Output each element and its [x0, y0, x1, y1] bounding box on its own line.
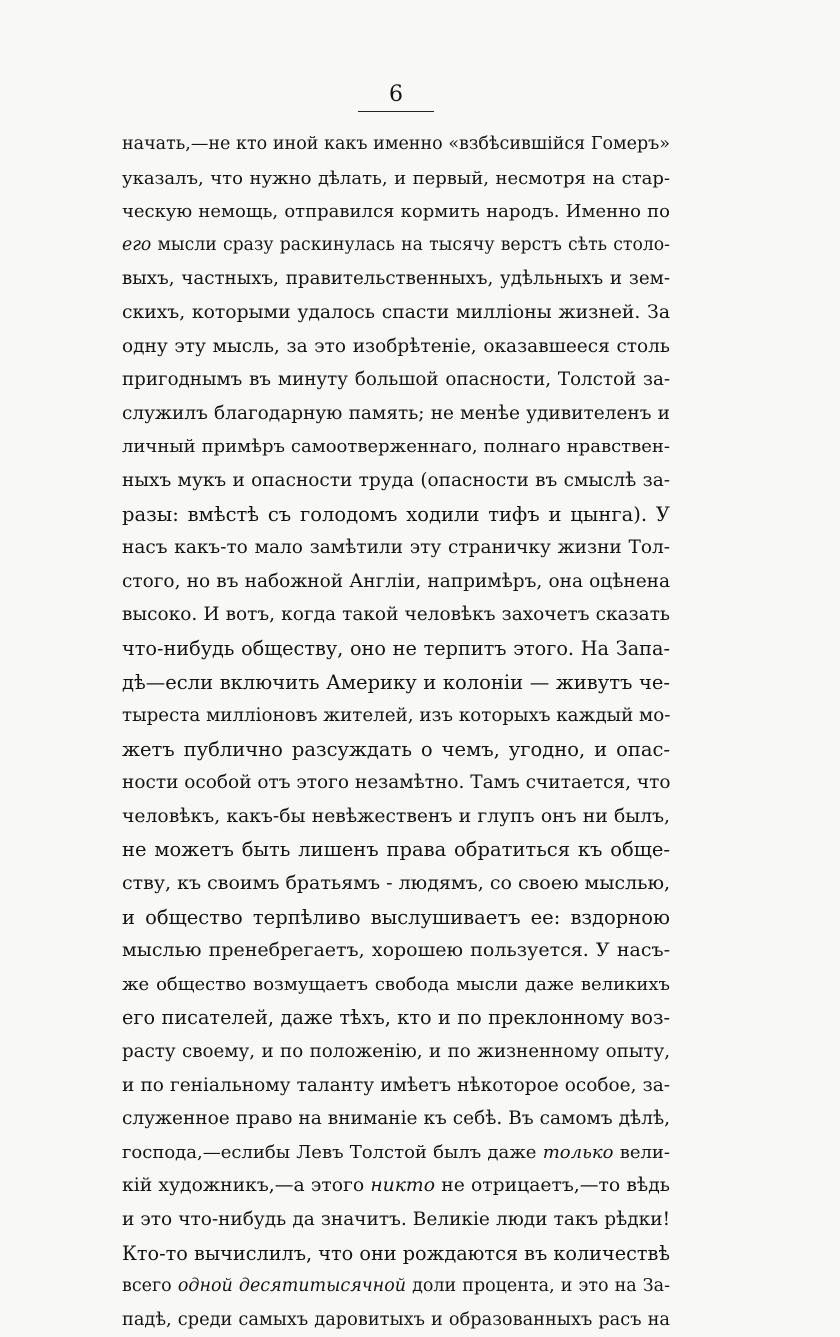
page-number-rule — [358, 111, 434, 112]
text-line — [122, 598, 670, 632]
text-line — [122, 464, 670, 498]
text-run: господа,—еслибы Левъ Толстой былъ даже — [122, 1141, 543, 1163]
text-line — [122, 162, 670, 196]
text-run: доли процента, и это на За- — [406, 1276, 670, 1297]
text-run: не отрицаетъ,—то вѣдь — [435, 1175, 670, 1197]
text-line — [122, 733, 670, 767]
text-run: и это что-нибудь да значитъ. Великіе люди такъ рѣдки! — [122, 1209, 670, 1230]
text-run: личный примѣръ самоотверженнаго, полнаго нравствен- — [122, 436, 670, 458]
text-line — [122, 1102, 670, 1136]
text-run: вели- — [613, 1141, 671, 1163]
text-run: кій художникъ,—а этого — [122, 1175, 371, 1197]
text-run: насъ какъ-то мало замѣтили эту страничку жизни Тол- — [122, 537, 670, 559]
text-line — [122, 867, 670, 901]
text-line — [122, 195, 670, 229]
text-run: служилъ благодарную память; не менѣе удивителенъ и — [122, 402, 670, 424]
text-line — [122, 531, 670, 565]
text-run: мысли сразу раскинулась на тысячу верстъ сѣть столо- — [151, 234, 670, 255]
text-run: что-нибудь обществу, оно не терпитъ этого. На Запа- — [122, 636, 670, 660]
italic-text: никто — [370, 1175, 436, 1197]
text-run: пригоднымъ въ минуту большой опасности, Толстой за- — [122, 369, 670, 391]
text-run: расту своему, и по положенію, и по жизненному опыту, — [122, 1041, 670, 1063]
text-line — [122, 1069, 670, 1103]
text-run: указалъ, что нужно дѣлать, и первый, несмотря на стар- — [122, 167, 670, 189]
text-line — [122, 1270, 670, 1304]
text-run: его писателей, даже тѣхъ, кто и по преклонному воз- — [122, 1006, 670, 1030]
text-run: ности особой отъ этого незамѣтно. Тамъ считается, что — [122, 772, 671, 794]
text-run: ныхъ мукъ и опасности труда (опасности въ смыслѣ за- — [122, 469, 670, 491]
text-run: человѣкъ, какъ-бы невѣжественъ и глупъ онъ ни былъ, — [122, 805, 670, 827]
text-run: одну эту мысль, за это изобрѣтеніе, оказавшееся столь — [122, 335, 670, 357]
text-run: же общество возмущаетъ свобода мысли даже великихъ — [122, 973, 670, 995]
text-run: жетъ публично разсуждать о чемъ, угодно, и опас- — [122, 737, 670, 761]
text-run: выхъ, частныхъ, правительственныхъ, удѣльныхъ и зем- — [122, 268, 670, 290]
text-run: не можетъ быть лишенъ права обратиться къ обще- — [122, 838, 670, 862]
italic-text: одной десятитысячной — [177, 1276, 407, 1297]
text-line — [122, 1136, 670, 1170]
text-run: всего — [122, 1276, 178, 1297]
text-line — [122, 262, 670, 296]
text-line — [122, 1035, 670, 1069]
text-line — [122, 1001, 670, 1035]
text-line — [122, 934, 670, 968]
text-line — [122, 498, 670, 532]
text-line — [122, 1203, 670, 1237]
text-run: разы: вмѣстѣ съ голодомъ ходили тифъ и цынга). У — [122, 502, 670, 526]
text-line — [122, 1304, 670, 1337]
text-line — [122, 766, 670, 800]
text-run: служенное право на вниманіе къ себѣ. Въ самомъ дѣлѣ, — [122, 1108, 670, 1130]
text-line — [122, 968, 670, 1002]
text-run: мыслью пренебрегаетъ, хорошею пользуется. У насъ- — [122, 939, 670, 962]
text-line — [122, 296, 670, 330]
text-line — [122, 699, 670, 733]
text-line — [122, 229, 670, 263]
text-run: начать,—не кто иной какъ именно «взбѣсившійся Гомеръ» — [122, 134, 670, 154]
text-run: тыреста милліоновъ жителей, изъ которыхъ каждый мо- — [122, 705, 671, 727]
text-line — [122, 363, 670, 397]
text-line — [122, 397, 670, 431]
text-line — [122, 128, 670, 162]
text-run: Кто-то вычислилъ, что они рождаются въ количествѣ — [122, 1241, 671, 1265]
text-line — [122, 330, 670, 364]
text-line — [122, 565, 670, 599]
text-line — [122, 1237, 670, 1271]
text-run: ческую немощь, отправился кормить народъ. Именно по — [122, 201, 670, 223]
text-line — [122, 632, 670, 666]
text-line — [122, 833, 670, 867]
italic-text: только — [542, 1141, 614, 1163]
text-run: ству, къ своимъ братьямъ - людямъ, со своею мыслью, — [122, 872, 671, 895]
text-run: и общество терпѣливо выслушиваетъ ее: вздорною — [122, 905, 670, 929]
text-run: дѣ—если включить Америку и колоніи — живутъ че- — [122, 670, 670, 694]
italic-text: его — [122, 234, 152, 255]
text-run: падѣ, среди самыхъ даровитыхъ и образованныхъ расъ на — [122, 1309, 670, 1330]
text-run: высоко. И вотъ, когда такой человѣкъ захочетъ сказать — [122, 604, 670, 626]
text-run: и по геніальному таланту имѣетъ нѣкоторое особое, за- — [122, 1074, 670, 1096]
text-line — [122, 666, 670, 700]
text-run: стого, но въ набожной Англіи, напримѣръ, она оцѣнена — [122, 570, 670, 592]
text-line — [122, 901, 670, 935]
text-line — [122, 430, 670, 464]
body-text — [122, 128, 670, 1337]
text-run: скихъ, которыми удалось спасти милліоны жизней. За — [122, 301, 670, 323]
text-line — [122, 800, 670, 834]
page-number: 6 — [389, 82, 403, 107]
text-line — [122, 1169, 670, 1203]
